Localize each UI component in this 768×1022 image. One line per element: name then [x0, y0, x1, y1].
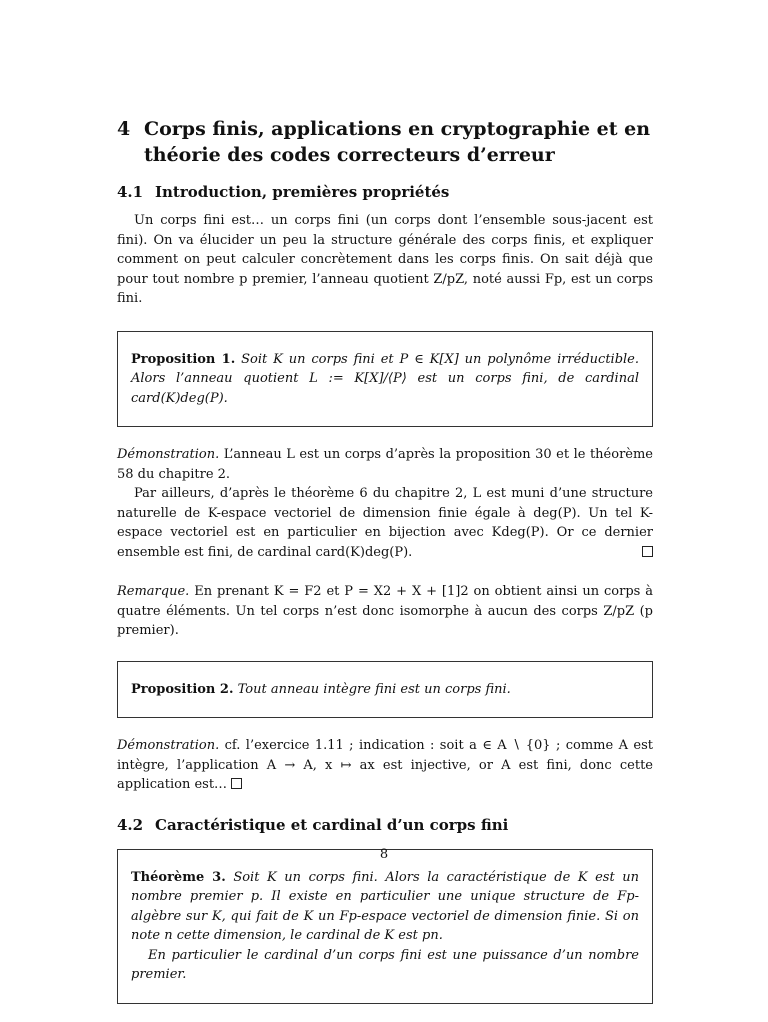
proposition-2-box	[117, 661, 653, 719]
subsection-title: Caractéristique et cardinal d’un corps fini	[155, 815, 509, 834]
proposition-1-text: Soit K un corps fini et P ∈ K[X] un polynôme irréductible. Alors l’anneau quotient L := K[X]/⟨P⟩ est un corps fini, de cardinal card(K)deg(P).	[131, 351, 640, 406]
proposition-1-label: Proposition 1.	[131, 351, 236, 367]
demonstration-2-text: cf. l’exercice 1.11 ; indication : soit a ∈ A ∖ {0} ; comme A est intègre, l’application A → A, x ↦ ax est injective, or A est fini, donc cette application est…	[117, 738, 653, 792]
demonstration-1-text: L’anneau L est un corps d’après la proposition 30 et le théorème 58 du chapitre 2.	[117, 447, 653, 482]
theorem-3-label: Théorème 3.	[131, 869, 226, 885]
page-number: 8	[379, 847, 389, 862]
content	[117, 116, 653, 1022]
theorem-3-text-2: En particulier le cardinal d’un corps fini est une puissance d’un nombre premier.	[131, 947, 639, 982]
demonstration-label: Démonstration.	[117, 447, 220, 462]
subsection-heading-4-1	[117, 182, 653, 202]
subsection-number: 4.2	[117, 815, 144, 834]
proposition-2-label: Proposition 2.	[131, 681, 234, 697]
theorem-3	[131, 868, 639, 946]
demonstration-2	[117, 736, 653, 795]
demonstration-2-label: Démonstration.	[117, 738, 220, 753]
intro-paragraph: Un corps fini est… un corps fini (un corps dont l’ensemble sous-jacent est fini). On va élucider un peu la structure générale des corps finis, et expliquer comment on peut calculer concrètement dans les corps finis. On sait déjà que pour tout nombre p premier, l’anneau quotient Z/pZ, noté aussi Fp, est un corps fini.	[117, 213, 653, 306]
proposition-2-text: Tout anneau intègre fini est un corps fini.	[237, 681, 511, 697]
theorem-3-text: Soit K un corps fini. Alors la caractéristique de K est un nombre premier p. Il existe en particulier une unique structure de Fp-algèbre sur K, qui fait de K un Fp-espace vectoriel de dimension finie. Si on note n cette dimension, le cardinal de K est pn.	[131, 869, 639, 943]
demonstration-1-p2	[117, 484, 653, 562]
proposition-1-box	[117, 331, 653, 428]
proposition-2	[131, 680, 639, 700]
remark-text: En prenant K = F2 et P = X2 + X + [1]2 on obtient ainsi un corps à quatre éléments. Un tel corps n’est donc isomorphe à aucun des corps Z/pZ (p premier).	[117, 584, 654, 638]
remark-paragraph	[117, 582, 653, 641]
subsection-number: 4.1	[117, 183, 144, 201]
proposition-1	[131, 350, 639, 409]
remark-label: Remarque.	[117, 584, 190, 599]
section-heading	[117, 116, 653, 168]
theorem-3-box	[117, 849, 653, 1004]
demonstration-1-text-2: Par ailleurs, d’après le théorème 6 du chapitre 2, L est muni d’une structure naturelle de K-espace vectoriel de dimension finie égale à deg(P). Un tel K-espace vectoriel est en particulier en bijection avec Kdeg(P). Or ce dernier ensemble est fini, de cardinal card(K)deg(P).	[117, 486, 653, 560]
demonstration-1-p1	[117, 445, 653, 484]
subsection-title: Introduction, premières propriétés	[155, 183, 450, 201]
qed-icon	[231, 778, 242, 789]
section-number: 4	[117, 118, 131, 140]
section-title: Corps finis, applications en cryptographie et en théorie des codes correcteurs d’erreur	[144, 118, 651, 166]
qed-icon	[642, 546, 653, 557]
subsection-heading-4-2	[117, 815, 653, 835]
